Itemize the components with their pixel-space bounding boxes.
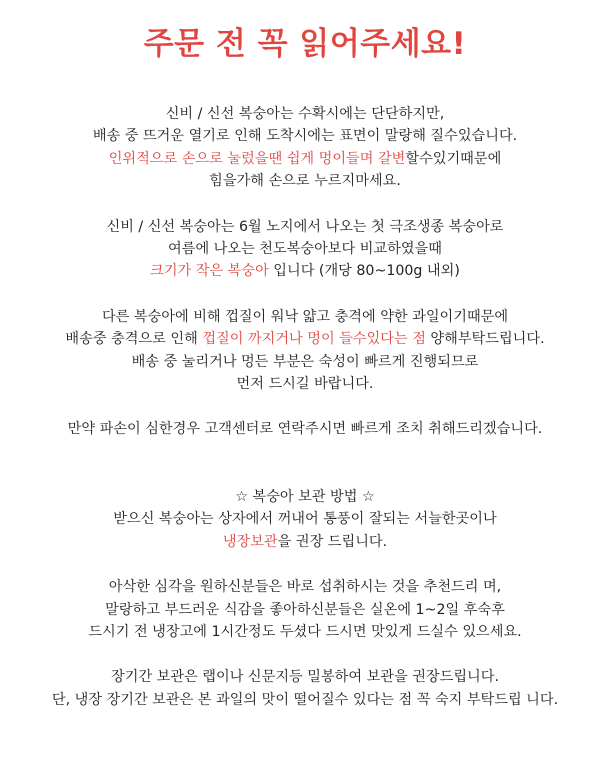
body-text: 신비 / 신선 복숭아는 수확시에는 단단하지만, xyxy=(165,106,445,122)
paragraph-eating-tips xyxy=(0,576,610,643)
spacer xyxy=(0,193,610,216)
body-text: 만약 파손이 심한경우 고객센터로 연락주시면 빠르게 조치 취해드리겠습니다. xyxy=(67,421,543,438)
text-line xyxy=(0,621,610,643)
body-text: 단, 냉장 장기간 보관은 본 과일의 맛이 떨어질수 있다는 점 꼭 숙지 부탁드립 니다. xyxy=(51,691,559,708)
paragraph-long-term-storage xyxy=(0,666,610,711)
body-text: ☆ 복숭아 보관 방법 ☆ xyxy=(235,488,375,505)
text-line xyxy=(0,238,610,260)
body-text: 할수있기때문에 xyxy=(405,150,502,167)
spacer xyxy=(0,395,610,418)
text-line xyxy=(0,170,610,192)
highlight-text: 껍질이 까지거나 멍이 들수있다는 점 xyxy=(202,331,426,348)
paragraph-shipping-damage xyxy=(0,306,610,396)
highlight-text: 냉장보관 xyxy=(222,533,278,550)
body-text: 힘을가해 손으로 누르지마세요. xyxy=(209,173,401,190)
body-text: 입니다 (개당 80~100g 내외) xyxy=(268,263,460,280)
spacer xyxy=(0,66,610,103)
text-line xyxy=(0,306,610,328)
paragraph-ripeness-warning xyxy=(0,103,610,193)
body-text: 신비 / 신선 복숭아는 6월 노지에서 나오는 첫 극조생종 복숭아로 xyxy=(106,218,504,235)
text-line xyxy=(0,148,610,170)
text-line xyxy=(0,418,610,440)
text-line xyxy=(0,576,610,598)
body-text: 배송중 충격으로 인해 xyxy=(65,331,203,348)
paragraph-customer-service xyxy=(0,418,610,440)
spacer xyxy=(0,553,610,576)
body-text: 장기간 보관은 랩이나 신문지등 밀봉하여 보관을 권장드립니다. xyxy=(111,669,499,686)
body-text: 말랑하고 부드러운 식감을 좋아하신분들은 실온에 1~2일 후숙후 xyxy=(105,601,505,618)
body-text: 드시기 전 냉장고에 1시간정도 두셨다 드시면 맛있게 드실수 있으세요. xyxy=(88,623,522,640)
text-line xyxy=(0,216,610,238)
text-line xyxy=(0,373,610,395)
text-line xyxy=(0,260,610,282)
body-text: 받으신 복숭아는 상자에서 꺼내어 통풍이 잘되는 서늘한곳이나 xyxy=(113,511,497,528)
body-text: 양해부탁드립니다. xyxy=(425,331,545,348)
highlight-text: 크기가 작은 복숭아 xyxy=(150,263,269,280)
text-line xyxy=(0,599,610,621)
body-text: 배송 중 눌리거나 멍든 부분은 숙성이 빠르게 진행되므로 xyxy=(131,353,479,370)
text-line xyxy=(0,531,610,553)
text-line xyxy=(0,125,610,147)
text-line xyxy=(0,666,610,688)
highlight-text: 인위적으로 손으로 눌렀을땐 쉽게 멍이들며 갈변 xyxy=(108,150,406,167)
text-line xyxy=(0,689,610,711)
text-line xyxy=(0,103,610,125)
text-line xyxy=(0,486,610,508)
body-text: 아삭한 심각을 원하신분들은 바로 섭취하시는 것을 추천드리 며, xyxy=(108,579,502,596)
body-text: 배송 중 뜨거운 열기로 인해 도착시에는 표면이 말랑해 질수있습니다. xyxy=(92,128,518,145)
body-text: 을 권장 드립니다. xyxy=(277,533,388,550)
text-line xyxy=(0,351,610,373)
spacer xyxy=(0,283,610,306)
body-text: 여름에 나오는 천도복숭아보다 비교하였을때 xyxy=(168,241,442,258)
body-text: 먼저 드시길 바랍니다. xyxy=(236,376,374,393)
paragraph-storage-method xyxy=(0,486,610,553)
text-line xyxy=(0,328,610,350)
page-title: 주문 전 꼭 읽어주세요! xyxy=(143,26,467,62)
body-text: 다른 복숭아에 비해 껍질이 워낙 얇고 충격에 약한 과일이기때문에 xyxy=(101,308,509,325)
paragraph-size-info xyxy=(0,216,610,283)
spacer xyxy=(0,441,610,486)
text-line xyxy=(0,508,610,530)
spacer xyxy=(0,643,610,666)
